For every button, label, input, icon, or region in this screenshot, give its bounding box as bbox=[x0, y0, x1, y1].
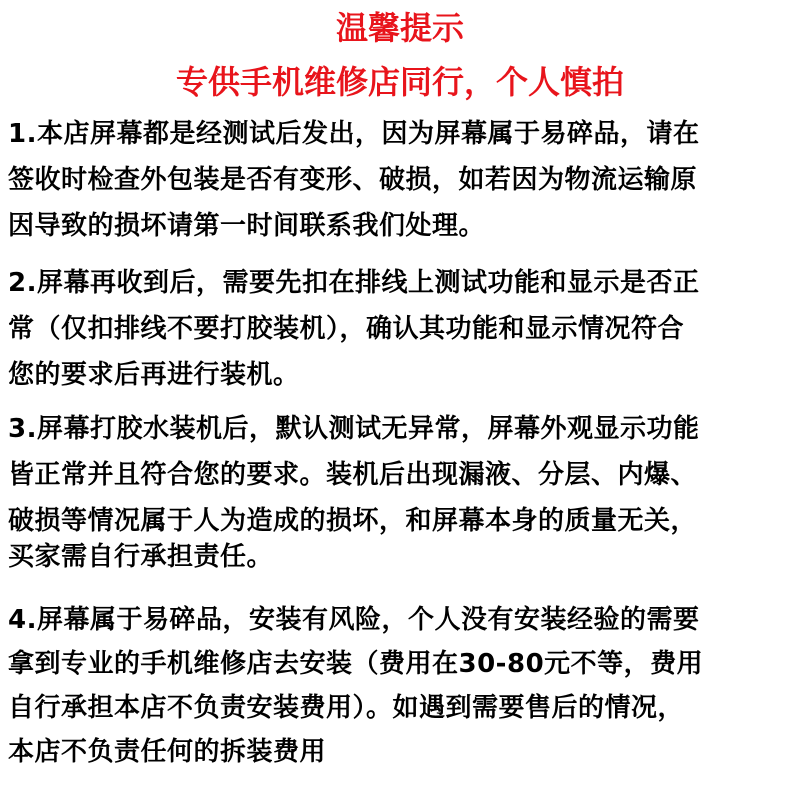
notice-3-line-3: 破损等情况属于人为造成的损坏，和屏幕本身的质量无关， bbox=[8, 506, 698, 536]
notice-2-line-1: 2.屏幕再收到后，需要先扣在排线上测试功能和显示是否正 bbox=[8, 268, 700, 298]
page-title: 温馨提示 bbox=[335, 9, 464, 47]
notice-4-line-4: 本店不负责任何的拆装费用 bbox=[8, 737, 327, 767]
notice-1-line-3: 因导致的损坏请第一时间联系我们处理。 bbox=[8, 211, 486, 241]
notice-1-line-1: 1.本店屏幕都是经测试后发出，因为屏幕属于易碎品，请在 bbox=[8, 119, 700, 149]
notice-3-line-2: 皆正常并且符合您的要求。装机后出现漏液、分层、内爆、 bbox=[8, 460, 698, 490]
page-subtitle: 专供手机维修店同行，个人慎拍 bbox=[175, 63, 624, 101]
notice-4-line-2: 拿到专业的手机维修店去安装（费用在30-80元不等，费用 bbox=[8, 649, 704, 679]
notice-4-line-3: 自行承担本店不负责安装费用）。如遇到需要售后的情况， bbox=[8, 693, 685, 723]
notice-2-line-2: 常（仅扣排线不要打胶装机），确认其功能和显示情况符合 bbox=[8, 314, 685, 344]
notice-1-line-2: 签收时检查外包装是否有变形、破损，如若因为物流运输原 bbox=[8, 165, 698, 195]
notice-4-line-1: 4.屏幕属于易碎品，安装有风险，个人没有安装经验的需要 bbox=[8, 605, 700, 635]
notice-2-line-3: 您的要求后再进行装机。 bbox=[8, 360, 300, 390]
notice-3-line-4: 买家需自行承担责任。 bbox=[8, 542, 274, 572]
notice-3-line-1: 3.屏幕打胶水装机后，默认测试无异常，屏幕外观显示功能 bbox=[8, 414, 700, 444]
